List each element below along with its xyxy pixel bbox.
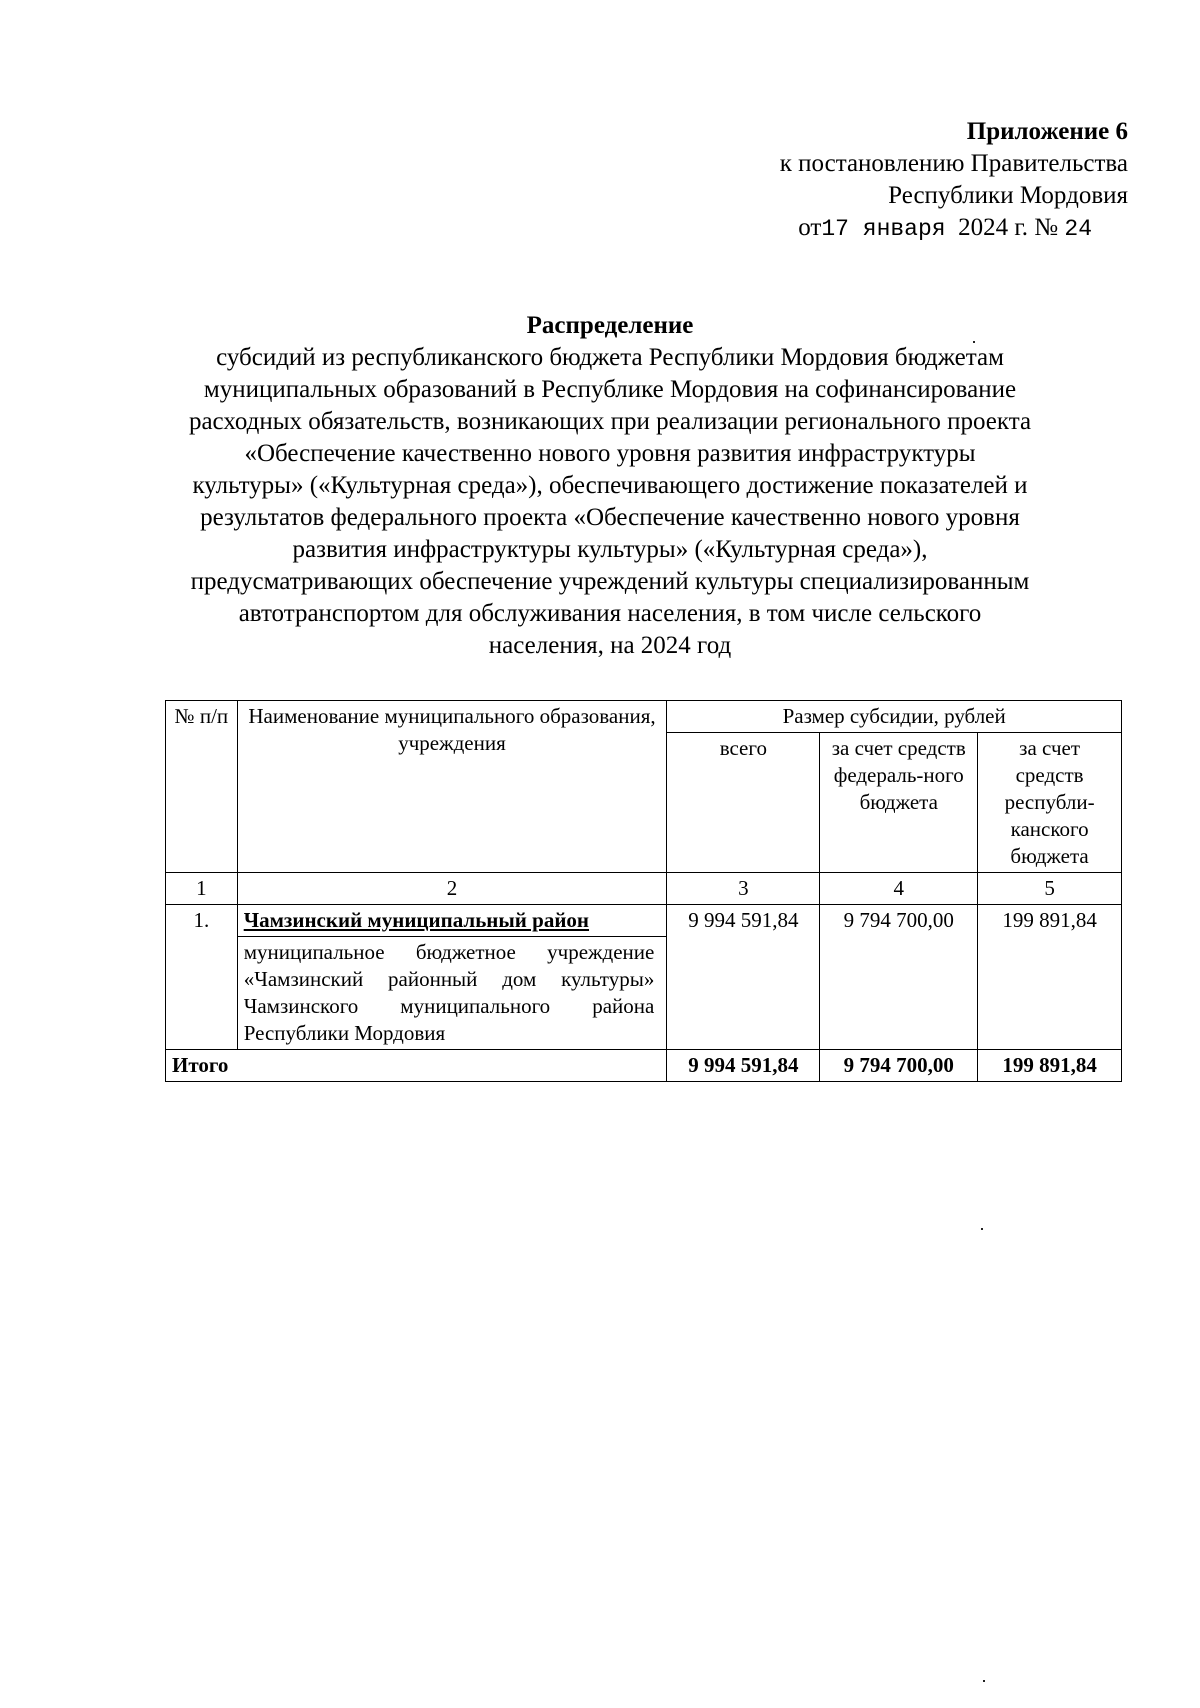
- decree-reference-line1: к постановлению Правительства: [779, 150, 1128, 177]
- heading-line: населения, на 2024 год: [488, 632, 732, 659]
- document-title: Распределение: [526, 312, 694, 339]
- header-col-federal: за счет средств федераль-ного бюджета: [820, 733, 978, 873]
- scan-speck: [981, 1228, 983, 1230]
- totals-total-amount: 9 994 591,84: [667, 1050, 820, 1082]
- heading-line: культуры» («Культурная среда»), обеспечивающего достижение показателей и: [192, 472, 1028, 499]
- decree-date: [780, 212, 1092, 245]
- totals-federal-amount: 9 794 700,00: [820, 1050, 978, 1082]
- decree-reference-line2: Республики Мордовия: [888, 182, 1128, 209]
- totals-row: [166, 1050, 1122, 1082]
- scan-speck: [983, 1680, 985, 1682]
- appendix-title: Приложение 6: [966, 118, 1128, 145]
- scan-speck: [973, 341, 975, 343]
- row-number: 1.: [166, 905, 238, 1050]
- heading-line: расходных обязательств, возникающих при реализации регионального проекта: [188, 408, 1032, 435]
- row-total-amount: 9 994 591,84: [667, 905, 820, 1050]
- heading-line: предусматривающих обеспечение учреждений культуры специализированным: [190, 568, 1030, 595]
- column-number: 1: [166, 873, 238, 905]
- decree-date-year: 2024 г. №: [958, 214, 1059, 241]
- heading-line: «Обеспечение качественно нового уровня развития инфраструктуры: [244, 440, 976, 467]
- appendix-header: [780, 116, 1128, 245]
- column-number: 2: [237, 873, 667, 905]
- heading-line: автотранспортом для обслуживания населения, в том числе сельского: [238, 600, 982, 627]
- column-number: 3: [667, 873, 820, 905]
- header-col-republic: за счет средств республи-канского бюджета: [978, 733, 1122, 873]
- institution-name: муниципальное бюджетное учреждение «Чамзинский районный дом культуры» Чамзинского муниципального района Республики Мордовия: [237, 937, 667, 1050]
- header-col-total: всего: [667, 733, 820, 873]
- header-col-name: Наименование муниципального образования, учреждения: [237, 701, 667, 873]
- document-heading: [110, 310, 1110, 662]
- header-col-subsidy-group: Размер субсидии, рублей: [667, 701, 1122, 733]
- row-federal-amount: 9 794 700,00: [820, 905, 978, 1050]
- header-col-number: № п/п: [166, 701, 238, 873]
- column-number: 5: [978, 873, 1122, 905]
- heading-line: результатов федерального проекта «Обеспечение качественно нового уровня: [200, 504, 1020, 531]
- subsidy-table: [165, 700, 1122, 1082]
- column-number: 4: [820, 873, 978, 905]
- column-number-row: [166, 873, 1122, 905]
- heading-line: развития инфраструктуры культуры» («Культурная среда»),: [292, 536, 928, 563]
- decree-date-prefix: от: [798, 214, 822, 241]
- decree-number: 24: [1064, 216, 1092, 242]
- district-name: Чамзинский муниципальный район: [243, 908, 590, 932]
- totals-label: Итого: [166, 1050, 667, 1082]
- table-header-row: [166, 701, 1122, 733]
- heading-line: муниципальных образований в Республике Мордовия на софинансирование: [203, 376, 1017, 403]
- decree-date-value: 17 января: [821, 216, 946, 242]
- district-cell: [237, 905, 667, 937]
- heading-line: субсидий из республиканского бюджета Республики Мордовия бюджетам: [216, 344, 1004, 371]
- totals-republic-amount: 199 891,84: [978, 1050, 1122, 1082]
- table-row: [166, 905, 1122, 937]
- row-republic-amount: 199 891,84: [978, 905, 1122, 1050]
